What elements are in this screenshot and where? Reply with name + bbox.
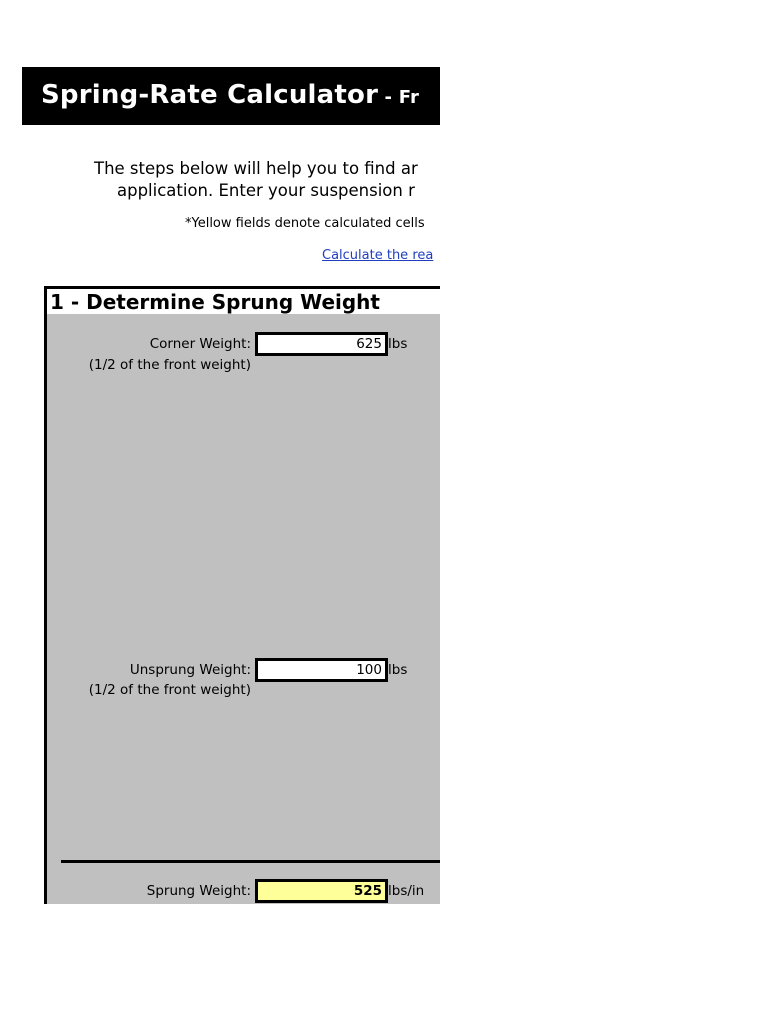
title-sub-text: - Fr — [378, 87, 420, 108]
section-title: 1 - Determine Sprung Weight — [50, 290, 380, 314]
sprung-weight-section — [44, 286, 440, 904]
sprung-weight-unit: lbs/in — [388, 883, 425, 899]
unsprung-weight-sublabel: (1/2 of the front weight) — [88, 682, 251, 698]
intro-line-2: application. Enter your suspension r — [117, 181, 415, 200]
sprung-weight-result: 525 — [255, 879, 388, 903]
section-divider — [61, 860, 440, 863]
corner-weight-sublabel: (1/2 of the front weight) — [88, 357, 251, 373]
unsprung-weight-label: Unsprung Weight: — [129, 662, 251, 678]
corner-weight-input[interactable]: 625 — [255, 332, 388, 356]
section-header — [47, 289, 440, 314]
unsprung-weight-unit: lbs — [388, 662, 408, 678]
corner-weight-label: Corner Weight: — [149, 336, 251, 352]
sprung-weight-label: Sprung Weight: — [146, 883, 251, 899]
unsprung-weight-input[interactable]: 100 — [255, 658, 388, 682]
calculated-cells-note: *Yellow fields denote calculated cells — [185, 216, 425, 231]
corner-weight-unit: lbs — [388, 336, 408, 352]
title-bar — [22, 67, 440, 125]
title-main-text: Spring-Rate Calculator — [41, 80, 379, 110]
page-title — [41, 80, 419, 110]
intro-line-1: The steps below will help you to find ar — [94, 159, 418, 178]
calculate-link[interactable]: Calculate the rea — [322, 248, 434, 263]
